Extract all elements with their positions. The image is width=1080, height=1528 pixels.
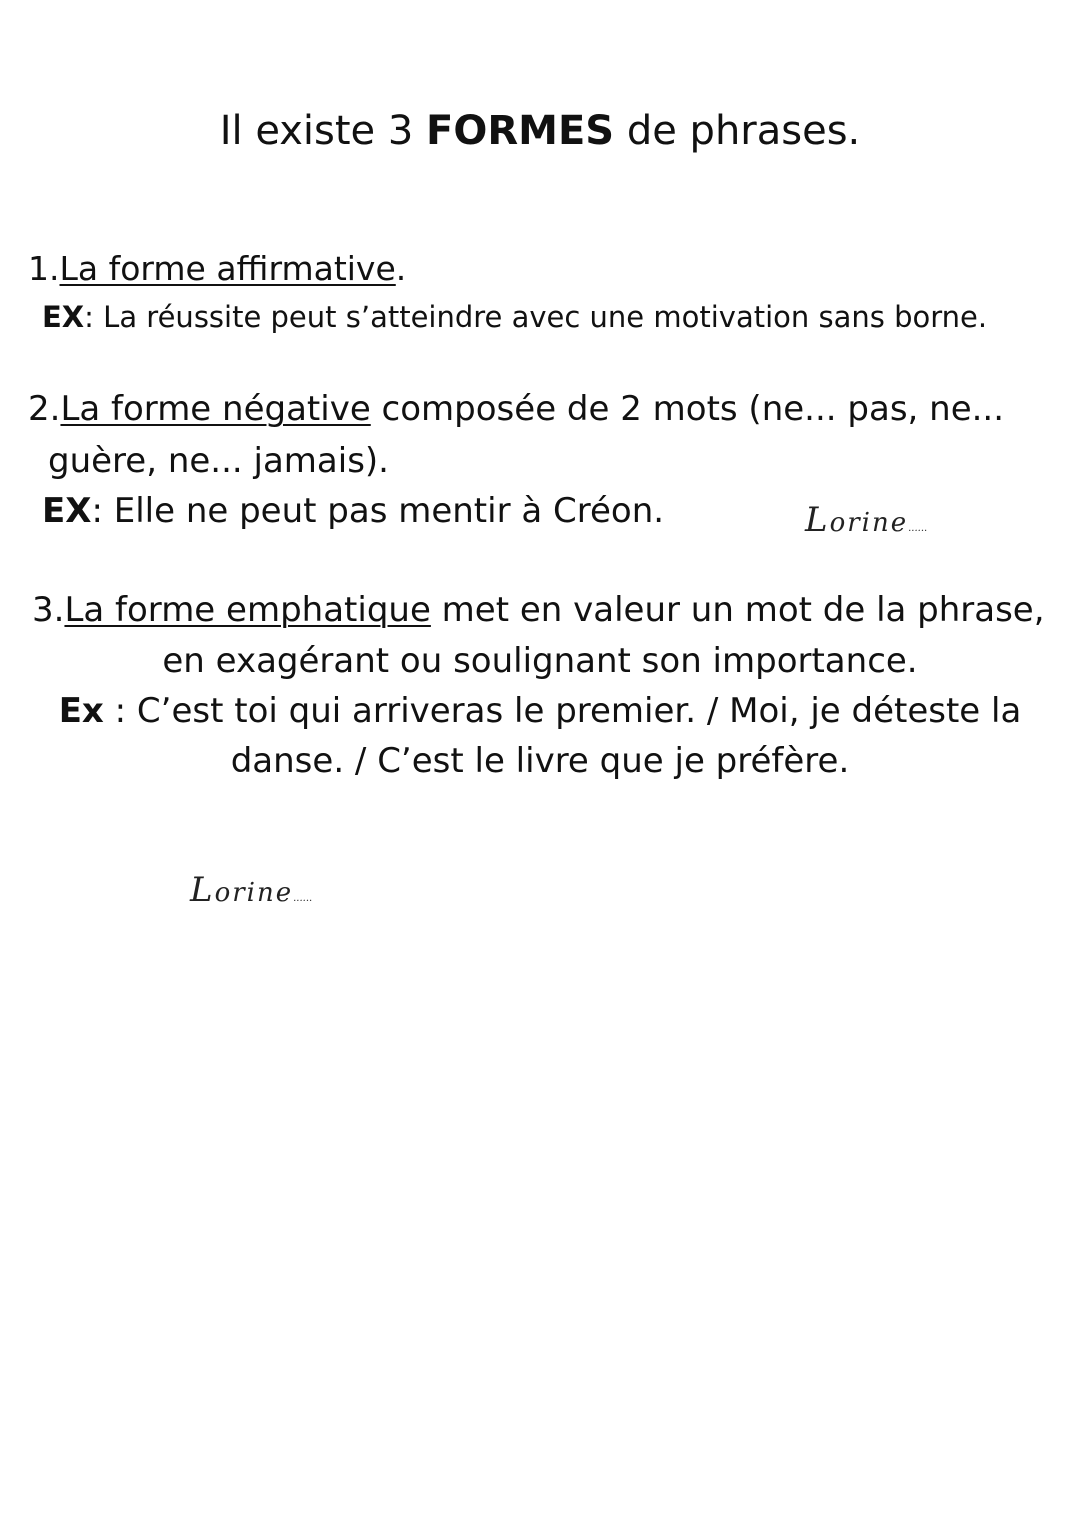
section-3-number: 3. bbox=[32, 590, 65, 630]
signature-1-dots: ...... bbox=[908, 523, 928, 534]
section-2-title: La forme négative bbox=[60, 389, 371, 429]
section-3-line-4: danse. / C’est le livre que je préfère. bbox=[230, 741, 850, 781]
signature-2-rest: orine bbox=[214, 878, 294, 908]
section-1-example-text: : La réussite peut s’atteindre avec une motivation sans borne. bbox=[84, 300, 988, 334]
signature-1-rest: orine bbox=[829, 508, 909, 538]
section-2-line-2: guère, ne... jamais). bbox=[48, 441, 389, 481]
section-1-heading bbox=[28, 249, 406, 288]
section-2-example bbox=[42, 491, 664, 531]
section-2-heading bbox=[28, 389, 1004, 429]
section-2-number: 2. bbox=[28, 389, 61, 429]
title-prefix: Il existe 3 bbox=[219, 108, 427, 154]
signature-1-cap: L bbox=[805, 500, 830, 540]
section-3-line-2: en exagérant ou soulignant son importance. bbox=[162, 641, 918, 681]
section-1-example bbox=[42, 300, 987, 334]
section-2-example-text: : Elle ne peut pas mentir à Créon. bbox=[91, 491, 665, 531]
signature-2-cap: L bbox=[190, 870, 215, 910]
section-3-heading bbox=[32, 590, 1045, 630]
section-1-title: La forme affirmative bbox=[59, 249, 396, 288]
signature-2 bbox=[190, 870, 312, 910]
section-3-example-text: : C’est toi qui arriveras le premier. / Moi, je déteste la bbox=[103, 691, 1022, 731]
section-1-example-label: EX bbox=[42, 300, 85, 334]
section-3-example-label: Ex bbox=[58, 691, 104, 731]
section-3-title: La forme emphatique bbox=[64, 590, 431, 630]
section-3-example bbox=[0, 691, 1080, 731]
section-2-example-label: EX bbox=[42, 491, 92, 531]
title-suffix: de phrases. bbox=[614, 108, 861, 154]
page-title bbox=[0, 108, 1080, 154]
section-1-title-end: . bbox=[395, 249, 407, 288]
section-2-title-rest: composée de 2 mots (ne... pas, ne... bbox=[370, 389, 1005, 429]
signature-1 bbox=[805, 500, 927, 540]
section-1-number: 1. bbox=[28, 249, 60, 288]
title-bold: FORMES bbox=[426, 108, 615, 154]
section-3-title-rest: met en valeur un mot de la phrase, bbox=[430, 590, 1045, 630]
signature-2-dots: ...... bbox=[293, 893, 313, 904]
